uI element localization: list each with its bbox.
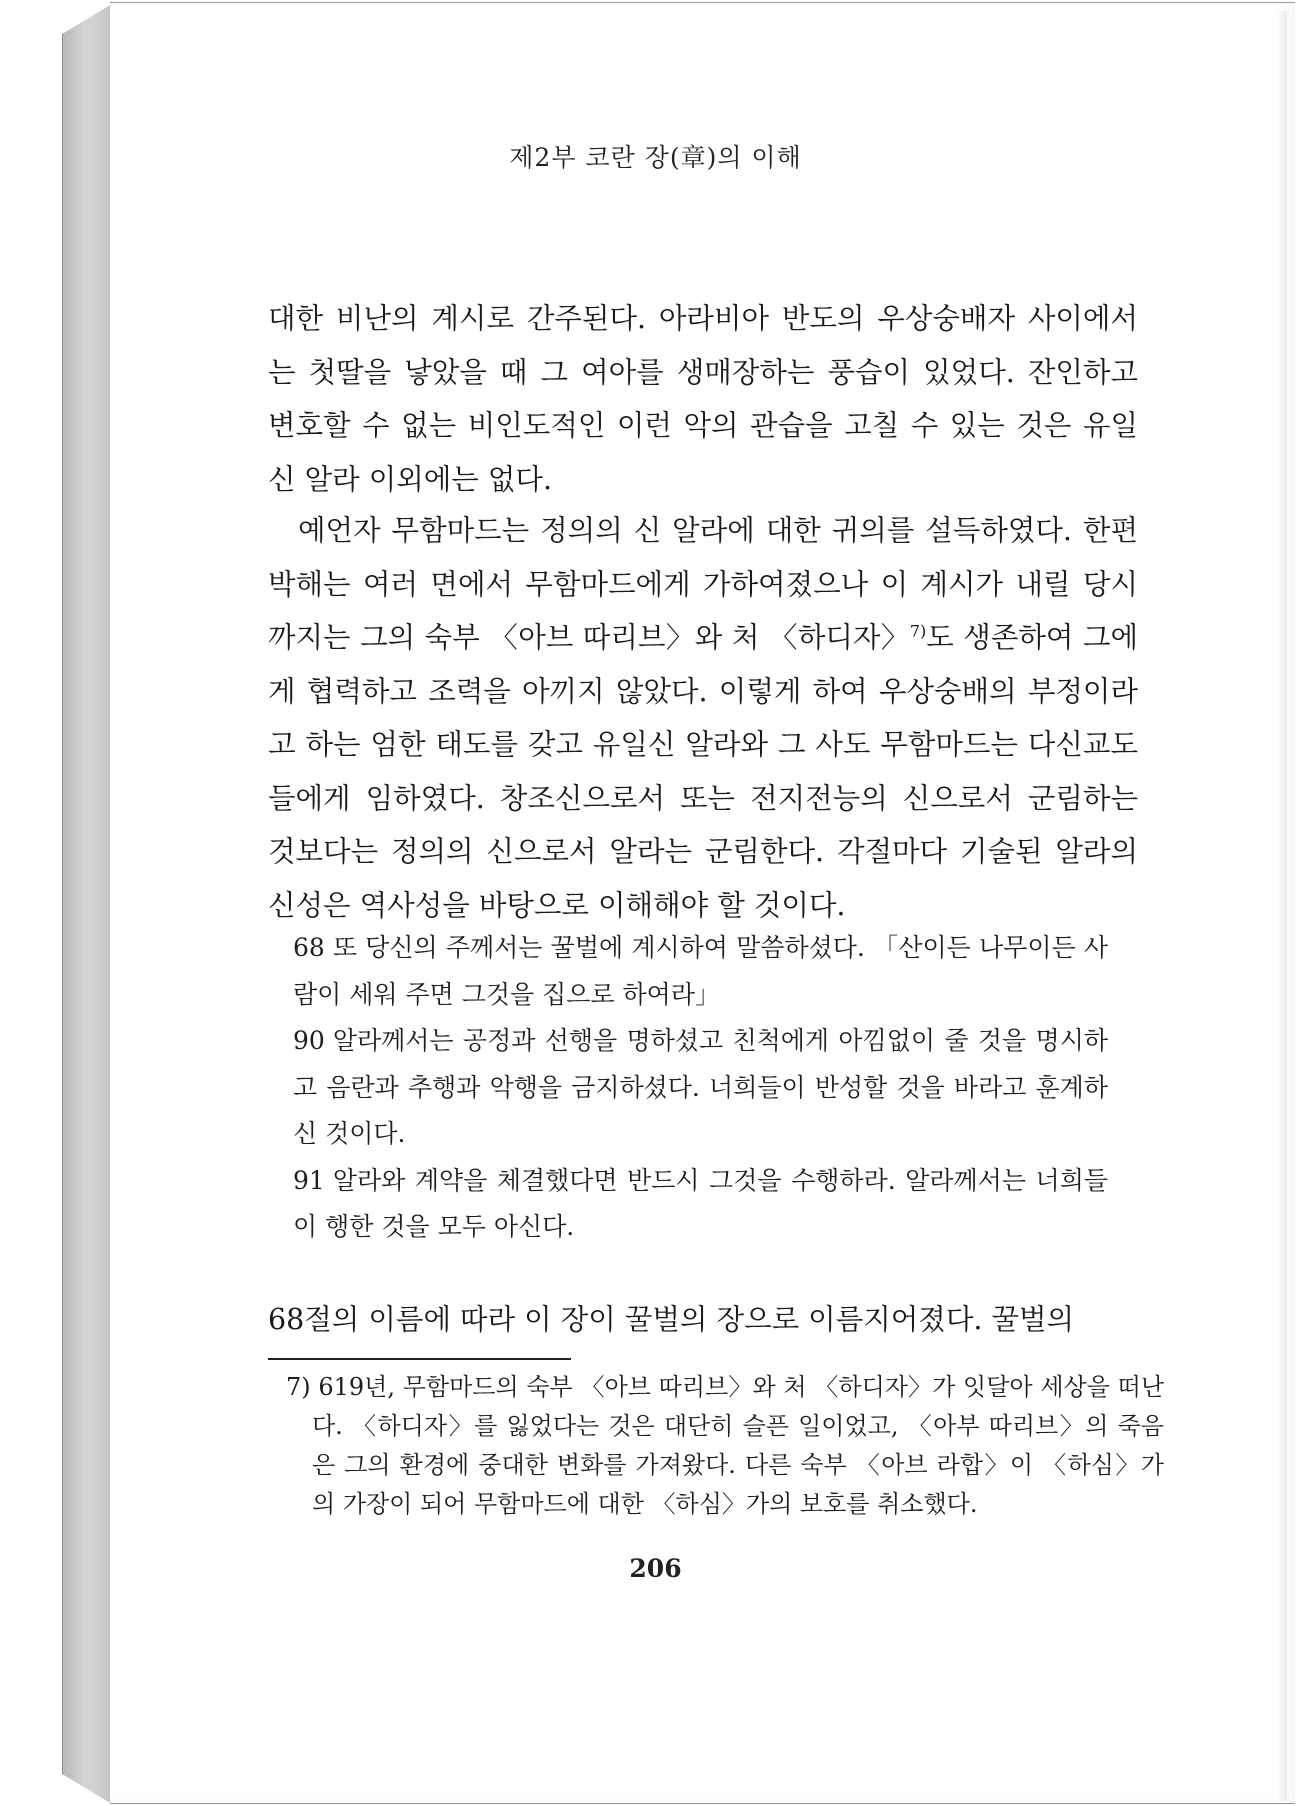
body-paragraph: 68절의 이름에 따라 이 장이 꿀벌의 장으로 이름지어졌다. 꿀벌의 xyxy=(268,1303,1075,1336)
verse xyxy=(293,1018,1108,1158)
footnote-reference: 7) xyxy=(909,621,927,641)
verse xyxy=(293,1158,1108,1251)
book-spine xyxy=(62,4,113,1804)
body-paragraph: 대한 비난의 계시로 간주된다. 아라비아 반도의 우상숭배자 사이에서는 첫딸을 낳았을 때 그 여아를 생매장하는 풍습이 있었다. 잔인하고 변호할 수 없는 비인도적인 이런 악의 관습을 고칠 수 있는 것은 유일신 알라 이외에는 없다. xyxy=(268,302,1138,496)
verse xyxy=(293,925,1108,1018)
footnote-divider xyxy=(268,1358,571,1360)
verse-text: 알라와 계약을 체결했다면 반드시 그것을 수행하라. 알라께서는 너희들이 행한 것을 모두 아신다. xyxy=(293,1165,1108,1241)
paragraph-text: 도 생존하여 그에게 협력하고 조력을 아끼지 않았다. 이렇게 하여 우상숭배의 부정이라고 하는 엄한 태도를 갖고 유일신 알라와 그 사도 무함마드는 다신교도들에게 임하였다. 창조신으로서 또는 전지전능의 신으로서 군림하는 것보다는 정의의 신으로서 알라는 군림한다. 각절마다 기술된 알라의 신성은 역사성을 바탕으로 이해해야 할 것이다. xyxy=(268,621,1138,922)
verse-number: 68 xyxy=(293,933,325,962)
verse-text: 또 당신의 주께서는 꿀벌에 계시하여 말씀하셨다. 「산이든 나무이든 사람이 세워 주면 그것을 집으로 하여라」 xyxy=(293,933,1108,1009)
page-edge-shadow xyxy=(1277,11,1287,1801)
running-head: 제2부 코란 장(章)의 이해 xyxy=(509,143,802,172)
verse-text: 알라께서는 공정과 선행을 명하셨고 친척에게 아낌없이 줄 것을 명시하고 음란과 추행과 악행을 금지하셨다. 너희들이 반성할 것을 바라고 훈계하신 것이다. xyxy=(293,1026,1108,1148)
paragraph-text: 예언자 무함마드는 정의의 신 알라에 대한 귀의를 설득하였다. 한편 박해는 여러 면에서 무함마드에게 가하여졌으나 이 계시가 내릴 당시까지는 그의 숙부 〈아브 따리브〉와 처 〈하디자〉 xyxy=(268,514,1138,654)
verse-block xyxy=(293,925,1108,1251)
verse-number: 91 xyxy=(293,1165,325,1195)
page-number: 206 xyxy=(629,1554,682,1583)
body-paragraph xyxy=(268,504,1138,932)
footnote: 7) 619년, 무함마드의 숙부 〈아브 따리브〉와 처 〈하디자〉가 잇달아 세상을 떠난다. 〈하디자〉를 잃었다는 것은 대단히 슬픈 일이었고, 〈아부 따리브〉의 죽음은 그의 환경에 중대한 변화를 가져왔다. 다른 숙부 〈아브 라합〉이 〈하심〉가의 가장이 되어 무함마드에 대한 〈하심〉가의 보호를 취소했다. xyxy=(286,1373,1164,1518)
verse-number: 90 xyxy=(293,1026,325,1055)
